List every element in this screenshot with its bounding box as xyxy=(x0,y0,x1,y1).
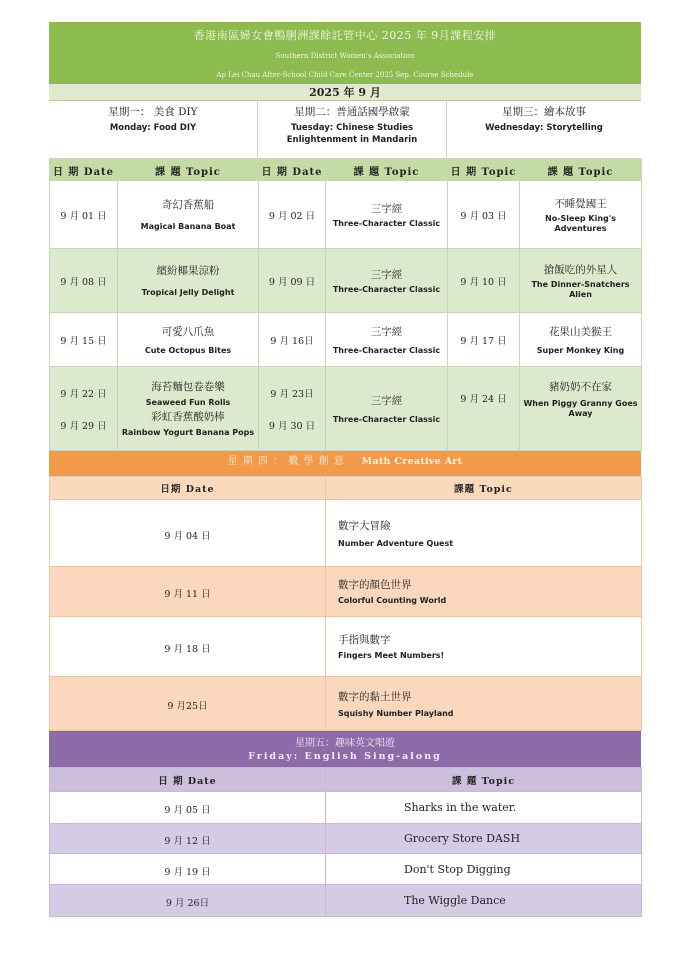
friday-table xyxy=(49,767,642,917)
mon-topic-en: Cute Octopus Bites xyxy=(144,345,232,355)
mon-date: 9 月 22 日 xyxy=(60,388,107,400)
mon-topic-zh: 奇幻香蕉船 xyxy=(161,199,215,211)
wed-topic-header: 課 題 Topic xyxy=(520,160,642,181)
mon-date-header: 日 期 Date xyxy=(50,160,118,181)
tue-date: 9 月 02 日 xyxy=(268,210,316,222)
mon-topic-en: Tropical Jelly Delight xyxy=(141,288,235,297)
header-title-zh: 香港南區婦女會鴨脷洲課餘託管中心 2025 年 9月課程安排 xyxy=(193,29,497,42)
mon-topic-en-second: Rainbow Yogurt Banana Pops xyxy=(121,428,255,437)
mon-topic-zh: 海苔麵包卷卷樂 xyxy=(151,381,225,393)
friday-date: 9 月 12 日 xyxy=(164,836,211,847)
thursday-column-headers xyxy=(50,477,642,500)
wed-topic-en: The Dinner-Snatchers Alien xyxy=(531,279,630,299)
day-header-wednesday xyxy=(447,101,641,158)
table-row xyxy=(50,854,642,885)
wednesday-title-zh: 星期三：繪本故事 xyxy=(502,106,586,118)
monday-title-zh: 星期一： 美食 DIY xyxy=(108,106,198,118)
tue-topic-en: Three-Character Classic xyxy=(332,218,441,228)
thursday-topic-en: Number Adventure Quest xyxy=(338,538,454,548)
wed-date-header: 日 期 Topic xyxy=(448,160,520,181)
tue-topic-zh: 三字經 xyxy=(370,325,403,338)
friday-topic-header: 課 題 Topic xyxy=(326,768,642,792)
mon-date: 9 月 15 日 xyxy=(60,335,107,347)
thursday-topic-header: 課題 Topic xyxy=(326,477,642,500)
friday-title-en: Friday: English Sing-along xyxy=(248,751,442,762)
thursday-topic-en: Squishy Number Playland xyxy=(338,708,454,718)
wed-topic-en: No-Sleep King's Adventures xyxy=(545,213,616,233)
wed-topic-en: When Piggy Granny Goes Away xyxy=(523,399,638,418)
table-row xyxy=(50,249,642,313)
friday-date: 9 月 19 日 xyxy=(164,866,211,878)
table-row xyxy=(50,677,642,731)
friday-topic: Grocery Store DASH xyxy=(326,824,642,854)
table-row xyxy=(50,500,642,567)
thursday-section-title xyxy=(49,451,641,476)
mon-topic-zh: 可愛八爪魚 xyxy=(161,325,215,338)
friday-topic: Don't Stop Digging xyxy=(326,854,642,885)
document-header xyxy=(49,22,641,84)
thursday-topic-zh: 數字的顏色世界 xyxy=(338,579,412,591)
thursday-title-zh: 星 期 四 ： 數 學 創 意 xyxy=(227,456,345,467)
header-subtitle-en: Ap Lei Chau After-School Child Care Center 2025 Sep. Course Schedule xyxy=(216,71,474,79)
month-label: 2025 年 9 月 xyxy=(49,84,641,101)
wed-date: 9 月 03 日 xyxy=(460,210,507,222)
thursday-topic-zh: 數字的黏土世界 xyxy=(338,690,412,703)
table-row xyxy=(50,617,642,677)
friday-title-zh: 星期五：趣味英文唱遊 xyxy=(295,738,395,749)
wed-topic-zh: 花果山美猴王 xyxy=(549,325,612,338)
table-row xyxy=(50,885,642,917)
mon-topic-en: Magical Banana Boat xyxy=(140,222,236,231)
tuesday-title-en xyxy=(258,122,446,146)
table-row xyxy=(50,367,642,451)
tue-topic-header: 課 題 Topic xyxy=(326,160,448,181)
tuesday-title-en-line2: Enlightenment in Mandarin xyxy=(286,135,418,145)
thursday-date: 9 月 11 日 xyxy=(164,589,211,600)
tuesday-title-zh: 星期二：普通話國學啟蒙 xyxy=(294,106,410,118)
thursday-topic-zh: 手指與數字 xyxy=(338,634,391,646)
thursday-topic-en: Fingers Meet Numbers! xyxy=(338,651,445,660)
day-header-monday xyxy=(49,101,258,158)
tue-topic-zh: 三字經 xyxy=(370,268,403,281)
friday-date-header: 日 期 Date xyxy=(50,768,326,792)
schedule-document xyxy=(49,22,641,917)
wed-date: 9 月 24 日 xyxy=(460,394,507,405)
wed-topic-zh: 不睡覺國王 xyxy=(554,197,607,210)
wed-date: 9 月 10 日 xyxy=(460,276,507,288)
friday-date: 9 月 26日 xyxy=(165,898,210,909)
thursday-topic-en: Colorful Counting World xyxy=(338,596,447,605)
day-headers xyxy=(49,101,641,159)
tue-topic-en: Three-Character Classic xyxy=(332,414,441,424)
thursday-date: 9 月 04 日 xyxy=(164,530,211,542)
tue-topic-en: Three-Character Classic xyxy=(332,284,441,294)
tue-date-header: 日 期 Date xyxy=(259,160,326,181)
mon-topic-zh-second: 彩虹香蕉酸奶棒 xyxy=(151,411,225,423)
mon-date: 9 月 01 日 xyxy=(60,210,107,222)
mon-topic-zh: 繽紛椰果涼粉 xyxy=(156,265,220,277)
mon-topic-header: 課 題 Topic xyxy=(118,160,259,181)
tue-topic-zh: 三字經 xyxy=(370,394,403,407)
tue-date: 9 月 23日 xyxy=(270,388,314,400)
monday-title-en: Monday: Food DIY xyxy=(109,123,197,133)
table-row xyxy=(50,824,642,854)
table-row xyxy=(50,567,642,617)
mon-wed-table xyxy=(49,159,642,451)
tue-topic-en: Three-Character Classic xyxy=(332,345,441,355)
wednesday-title-en: Wednesday: Storytelling xyxy=(485,123,603,133)
tuesday-title-en-line1: Tuesday: Chinese Studies xyxy=(290,123,414,133)
tue-date: 9 月 09 日 xyxy=(268,276,316,288)
thursday-date: 9 月25日 xyxy=(167,701,208,712)
header-org-en: Southern District Women’s Association xyxy=(275,52,415,60)
wed-date: 9 月 17 日 xyxy=(460,335,507,347)
friday-column-headers xyxy=(50,768,642,792)
friday-topic: Sharks in the water. xyxy=(326,792,642,824)
table-row xyxy=(50,181,642,249)
mon-wed-column-headers xyxy=(50,160,642,181)
tue-topic-zh: 三字經 xyxy=(370,202,403,215)
thursday-date: 9 月 18 日 xyxy=(164,644,211,655)
mon-date: 9 月 08 日 xyxy=(60,276,107,288)
thursday-topic-zh: 數字大冒險 xyxy=(338,519,391,532)
day-header-tuesday xyxy=(258,101,447,158)
mon-topic-en: Seaweed Fun Rolls xyxy=(145,398,231,407)
friday-topic: The Wiggle Dance xyxy=(326,885,642,917)
table-row xyxy=(50,792,642,824)
wed-topic-zh: 豬奶奶不在家 xyxy=(549,381,612,393)
friday-section-title xyxy=(49,731,641,767)
thursday-title-en: Math Creative Art xyxy=(361,456,463,467)
tue-date: 9 月 16日 xyxy=(270,335,314,347)
table-row xyxy=(50,313,642,367)
thursday-date-header: 日期 Date xyxy=(50,477,326,500)
wed-topic-en: Super Monkey King xyxy=(536,345,625,355)
mon-date-second: 9 月 29 日 xyxy=(60,420,107,432)
wed-topic-zh: 搶飯吃的外星人 xyxy=(543,263,618,276)
thursday-table xyxy=(49,476,642,731)
friday-date: 9 月 05 日 xyxy=(164,805,211,816)
tue-date-second: 9 月 30 日 xyxy=(268,420,316,432)
